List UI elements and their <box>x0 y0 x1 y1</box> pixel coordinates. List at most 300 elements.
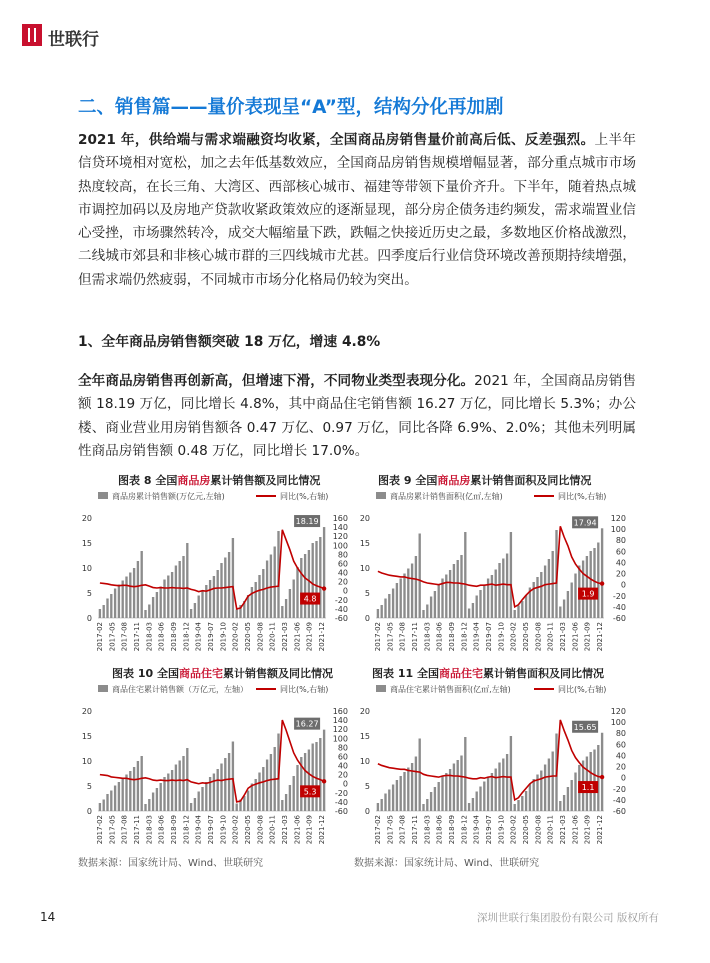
intro-lead: 2021 年，供给端与需求端融资均收紧，全国商品房销售量价前高后低、反差强烈。 <box>78 132 595 148</box>
bar <box>590 551 592 618</box>
bar <box>403 574 405 619</box>
bar <box>122 779 124 812</box>
x-tick-label: 2017-02 <box>96 815 104 845</box>
x-tick-label: 2020-11 <box>546 622 555 652</box>
right-tick-label: 100 <box>610 525 626 535</box>
bar <box>190 609 192 618</box>
bar <box>536 577 538 618</box>
bar <box>106 794 108 811</box>
right-tick-label: 40 <box>337 761 348 771</box>
bar <box>285 599 287 618</box>
x-tick-label: 2018-09 <box>170 815 178 845</box>
bar <box>148 605 150 619</box>
bar <box>498 563 500 618</box>
bar <box>171 770 173 811</box>
bar <box>315 742 317 811</box>
x-tick-label: 2019-04 <box>472 815 481 845</box>
bar <box>438 782 440 811</box>
bar <box>563 600 565 619</box>
bar <box>506 754 508 811</box>
chart-svg <box>354 488 646 658</box>
right-tick-label: -60 <box>334 614 348 623</box>
bar <box>308 550 310 618</box>
left-tick-label: 10 <box>359 564 370 573</box>
sales-body: 2021 年，全国商品房销售额 18.19 万亿，同比增长 4.8%，其中商品住宅销售额 16.27 万亿，同比增长 5.3%；办公楼、商业营业用房销售额各 0.47 万亿、0.97 万亿，同比各降 6.9%、2.0%；其他未列明属性商品房销售额 0.48 万亿，同比增长 17.0%。 <box>78 373 636 459</box>
chart-8-title: 图表 8 全国商品房累计销售额及同比情况 <box>118 474 321 487</box>
bar <box>540 771 542 812</box>
bar <box>148 799 150 811</box>
bar <box>205 782 207 811</box>
bar <box>419 534 421 619</box>
bar <box>300 558 302 618</box>
x-tick-label: 2018-03 <box>423 622 432 652</box>
right-tick-label: 60 <box>337 559 348 569</box>
x-tick-label: 2019-07 <box>207 622 215 652</box>
bar <box>567 591 569 618</box>
bar-annotation-label: 16.27 <box>295 719 319 729</box>
x-tick-label: 2021-06 <box>571 622 580 652</box>
bar <box>415 556 417 618</box>
bar <box>251 784 253 812</box>
bar <box>422 610 424 618</box>
bar <box>487 777 489 812</box>
bar <box>205 585 207 618</box>
x-tick-label: 2020-11 <box>546 815 555 845</box>
x-tick-label: 2020-05 <box>522 622 530 652</box>
x-tick-label: 2019-04 <box>194 622 203 652</box>
legend-line-label: 同比(%,右轴) <box>280 685 329 694</box>
x-tick-label: 2020-05 <box>244 622 252 652</box>
bar <box>479 787 481 812</box>
bar <box>228 552 230 618</box>
bar <box>441 777 443 812</box>
left-tick-label: 5 <box>364 589 370 598</box>
right-tick-label: 160 <box>332 707 348 716</box>
x-tick-label: 2019-10 <box>219 815 228 845</box>
bar <box>236 804 238 812</box>
x-tick-label: 2019-07 <box>485 815 493 845</box>
x-tick-label: 2021-12 <box>596 815 604 845</box>
x-tick-label: 2017-11 <box>411 622 419 652</box>
right-tick-label: 0 <box>620 580 626 590</box>
bar <box>559 607 561 619</box>
bar <box>517 800 519 811</box>
chart-9 <box>354 488 646 658</box>
x-tick-label: 2017-11 <box>133 815 141 845</box>
bar <box>453 564 455 618</box>
right-tick-label: -60 <box>612 807 626 816</box>
bar-annotation-label: 18.19 <box>295 517 319 527</box>
line-end-marker <box>600 775 604 779</box>
bar <box>293 776 295 811</box>
left-tick-label: 10 <box>359 757 370 766</box>
left-tick-label: 20 <box>81 707 92 716</box>
x-tick-label: 2018-12 <box>460 622 469 652</box>
x-tick-label: 2020-05 <box>522 815 530 845</box>
legend-bar-swatch <box>98 492 108 499</box>
legend-bar-label: 商品房累计销售额(万亿元,左轴) <box>112 492 225 501</box>
bar <box>540 572 542 618</box>
bar <box>217 570 219 618</box>
bar <box>498 763 500 812</box>
bar <box>110 791 112 812</box>
x-tick-label: 2019-04 <box>472 622 481 652</box>
bar <box>255 582 257 618</box>
x-tick-label: 2018-06 <box>435 622 444 652</box>
x-tick-label: 2018-12 <box>182 622 191 652</box>
bar <box>483 782 485 812</box>
bar <box>548 559 550 618</box>
right-tick-label: 120 <box>332 725 348 735</box>
bar <box>593 548 595 618</box>
bar <box>521 601 523 618</box>
right-tick-label: 20 <box>337 770 348 780</box>
subsection-title: 1、全年商品房销售额突破 18 万亿，增速 4.8% <box>78 334 381 350</box>
bar <box>430 597 432 619</box>
bar <box>476 596 478 619</box>
right-tick-label: -20 <box>334 595 348 605</box>
bar <box>377 609 379 618</box>
bar <box>103 605 105 618</box>
bar <box>438 585 440 618</box>
legend-line-label: 同比(%,右轴) <box>280 492 329 501</box>
bar <box>304 753 306 811</box>
bar <box>567 787 569 811</box>
x-tick-label: 2018-03 <box>145 622 154 652</box>
section-title: 二、销售篇——量价表现呈“A”型，结构分化再加剧 <box>78 97 504 118</box>
bar <box>179 761 181 812</box>
x-tick-label: 2018-09 <box>448 622 456 652</box>
x-tick-label: 2018-03 <box>423 815 432 845</box>
x-tick-label: 2017-02 <box>96 622 104 652</box>
right-tick-label: 100 <box>332 734 348 744</box>
bar <box>548 759 550 812</box>
bar <box>125 577 127 619</box>
bar <box>103 800 105 812</box>
sales-paragraph <box>78 370 636 463</box>
bar <box>491 773 493 811</box>
bar <box>460 756 462 812</box>
bar <box>426 605 428 619</box>
right-tick-label: -40 <box>612 602 626 612</box>
x-tick-label: 2018-06 <box>157 622 166 652</box>
bar <box>510 736 512 811</box>
bar <box>457 760 459 811</box>
left-tick-label: 15 <box>359 732 370 741</box>
bar <box>167 576 169 619</box>
right-tick-label: 160 <box>332 514 348 523</box>
chart-svg <box>354 681 646 851</box>
bar <box>296 567 298 618</box>
chart-11 <box>354 681 646 851</box>
right-tick-label: 0 <box>620 773 626 783</box>
x-tick-label: 2021-06 <box>571 815 580 845</box>
bar <box>426 799 428 811</box>
right-tick-label: 80 <box>337 550 348 560</box>
bar <box>491 575 493 618</box>
x-tick-label: 2017-08 <box>398 815 407 845</box>
bar <box>236 610 238 619</box>
x-tick-label: 2017-08 <box>120 622 129 652</box>
bar <box>445 773 447 811</box>
x-tick-label: 2018-12 <box>182 815 191 845</box>
x-tick-label: 2021-06 <box>293 622 302 652</box>
x-tick-label: 2021-09 <box>305 622 314 652</box>
bar <box>552 752 554 812</box>
bar <box>209 580 211 618</box>
right-tick-label: 0 <box>342 586 348 596</box>
legend-bar-label: 商品住宅累计销售额（万亿元，左轴） <box>112 685 248 694</box>
bar <box>517 606 519 619</box>
chart-svg <box>76 488 368 658</box>
bar <box>224 758 226 811</box>
bar <box>266 760 268 812</box>
intro-body: 上半年信贷环境相对宽松，加之去年低基数效应，全国商品房销售规模增幅显著，部分重点城市市场热度较高，在长三角、大湾区、西部核心城市、福建等带领下量价齐升。下半年，随着热点城市调控加码以及房地产贷款收紧政策效应的逐渐显现，部分房企债务违约频发，需求端置业信心受挫，市场骤然转冷，成交大幅缩量下跌，跌幅之快接近历史之最，多数地区价格战激烈，二线城市郊县和非核心城市群的三四线城市尤甚。四季度后行业信贷环境改善预期持续增强，但需求端仍然疲弱，不同城市市场分化格局仍较为突出。 <box>78 132 637 288</box>
bar <box>419 739 421 812</box>
bar <box>315 541 317 618</box>
bar <box>296 765 298 811</box>
chart-9-title: 图表 9 全国商品房累计销售面积及同比情况 <box>378 474 592 487</box>
left-tick-label: 10 <box>81 564 92 573</box>
right-tick-label: 0 <box>342 779 348 789</box>
bar <box>506 554 508 619</box>
bar <box>514 804 516 811</box>
x-tick-label: 2021-09 <box>583 815 592 845</box>
bar <box>137 761 139 811</box>
bar <box>392 785 394 812</box>
bar <box>118 585 120 619</box>
bar <box>220 764 222 812</box>
bar <box>396 583 398 618</box>
x-tick-label: 2021-09 <box>583 622 592 652</box>
line-end-marker <box>322 779 326 783</box>
right-tick-label: -20 <box>612 591 626 601</box>
right-tick-label: 120 <box>610 514 626 523</box>
bar <box>213 774 215 812</box>
x-tick-label: 2021-09 <box>305 815 314 845</box>
bar <box>502 559 504 619</box>
left-tick-label: 5 <box>86 589 92 598</box>
bar <box>213 576 215 618</box>
page-number: 14 <box>40 910 56 924</box>
x-tick-label: 2021-12 <box>318 622 326 652</box>
x-tick-label: 2018-09 <box>170 622 178 652</box>
bar <box>571 583 573 619</box>
bar <box>186 543 188 618</box>
bar <box>533 779 535 811</box>
x-tick-label: 2020-08 <box>256 622 265 652</box>
x-tick-label: 2019-07 <box>207 815 215 845</box>
bar <box>152 597 154 618</box>
bar <box>460 555 462 618</box>
left-tick-label: 15 <box>359 539 370 548</box>
bar <box>308 750 310 812</box>
right-tick-label: -20 <box>334 788 348 798</box>
left-tick-label: 0 <box>86 807 92 816</box>
bar <box>510 532 512 618</box>
bar <box>384 599 386 619</box>
company-name: 世联行 <box>48 30 99 50</box>
bar <box>323 527 325 618</box>
legend-line-label: 同比(%,右轴) <box>558 492 607 501</box>
bar <box>479 590 481 618</box>
bar <box>114 589 116 619</box>
bar <box>571 780 573 811</box>
bar <box>411 564 413 619</box>
x-tick-label: 2020-08 <box>256 815 265 845</box>
bar <box>243 796 245 811</box>
line-end-marker <box>322 586 326 590</box>
intro-paragraph <box>78 129 636 292</box>
bar <box>262 569 264 618</box>
x-tick-label: 2017-05 <box>386 815 395 845</box>
right-tick-label: 80 <box>615 729 626 739</box>
x-tick-label: 2017-08 <box>398 622 407 652</box>
x-tick-label: 2017-02 <box>374 622 382 652</box>
bar <box>156 592 158 618</box>
bar <box>258 575 260 618</box>
bar <box>403 772 405 811</box>
right-tick-label: -60 <box>612 614 626 623</box>
source-note-left: 数据来源：国家统计局、Wind、世联研究 <box>78 858 264 869</box>
x-tick-label: 2018-06 <box>435 815 444 845</box>
source-note-right: 数据来源：国家统计局、Wind、世联研究 <box>354 858 540 869</box>
x-tick-label: 2021-03 <box>281 622 289 652</box>
line-annotation-label: 4.8 <box>303 594 317 604</box>
line-annotation-label: 1.1 <box>581 783 595 793</box>
chart-svg <box>76 681 368 851</box>
bar <box>464 737 466 811</box>
left-tick-label: 5 <box>86 782 92 791</box>
bar <box>160 587 162 619</box>
bar <box>258 773 260 812</box>
bar <box>533 582 535 618</box>
bar <box>521 796 523 811</box>
bar <box>232 742 234 812</box>
bar <box>129 573 131 619</box>
bar <box>247 791 249 812</box>
bar <box>544 566 546 619</box>
x-tick-label: 2017-05 <box>386 622 395 652</box>
left-tick-label: 20 <box>359 707 370 716</box>
x-tick-label: 2019-10 <box>497 622 506 652</box>
bar <box>289 589 291 618</box>
bar <box>377 803 379 811</box>
bar <box>266 561 268 619</box>
bar <box>118 782 120 811</box>
x-tick-label: 2021-03 <box>281 815 289 845</box>
bar <box>156 788 158 811</box>
left-tick-label: 20 <box>81 514 92 523</box>
right-tick-label: -40 <box>334 797 348 807</box>
bar <box>285 794 287 811</box>
left-tick-label: 15 <box>81 732 92 741</box>
legend-bar-swatch <box>376 685 386 692</box>
bar <box>525 595 527 618</box>
bar <box>525 791 527 811</box>
x-tick-label: 2020-02 <box>509 815 518 845</box>
bar <box>597 745 599 811</box>
right-tick-label: 20 <box>615 762 626 772</box>
x-tick-label: 2020-11 <box>268 815 277 845</box>
bar <box>483 585 485 619</box>
x-tick-label: 2017-11 <box>133 622 141 652</box>
bar <box>251 587 253 618</box>
x-tick-label: 2019-10 <box>497 815 506 845</box>
bar <box>400 776 402 811</box>
bar <box>574 574 576 619</box>
right-tick-label: 140 <box>332 716 348 726</box>
bar <box>495 769 497 812</box>
bar <box>160 783 162 811</box>
left-tick-label: 0 <box>364 614 370 623</box>
bar <box>574 773 576 812</box>
bar <box>601 733 603 811</box>
bar <box>319 738 321 811</box>
x-tick-label: 2017-11 <box>411 815 419 845</box>
bar <box>502 759 504 812</box>
bar <box>144 610 146 618</box>
bar <box>167 774 169 812</box>
bar <box>217 769 219 811</box>
x-tick-label: 2019-07 <box>485 622 493 652</box>
x-tick-label: 2021-12 <box>318 815 326 845</box>
bar <box>99 609 101 618</box>
bar <box>422 804 424 811</box>
right-tick-label: 80 <box>615 536 626 546</box>
right-tick-label: 60 <box>615 740 626 750</box>
x-tick-label: 2020-08 <box>534 815 543 845</box>
bar <box>201 591 203 619</box>
bar <box>388 594 390 618</box>
bar <box>175 566 177 619</box>
left-tick-label: 0 <box>86 614 92 623</box>
right-tick-label: 140 <box>332 523 348 533</box>
right-tick-label: -40 <box>612 795 626 805</box>
bar <box>106 599 108 619</box>
bar <box>198 792 200 812</box>
bar <box>99 803 101 811</box>
chart-10-title: 图表 10 全国商品住宅累计销售额及同比情况 <box>112 667 333 680</box>
x-tick-label: 2021-12 <box>596 622 604 652</box>
bar <box>110 594 112 618</box>
x-tick-label: 2020-08 <box>534 622 543 652</box>
bar <box>232 538 234 618</box>
bar <box>381 605 383 618</box>
bar <box>453 764 455 812</box>
legend-bar-label: 商品房累计销售面积(亿㎡,左轴) <box>390 492 503 501</box>
bar <box>129 771 131 811</box>
bar <box>289 785 291 811</box>
x-tick-label: 2021-03 <box>559 622 567 652</box>
x-tick-label: 2017-08 <box>120 815 129 845</box>
bar <box>407 569 409 619</box>
right-tick-label: -20 <box>612 784 626 794</box>
bar <box>597 543 599 619</box>
right-tick-label: 120 <box>610 707 626 716</box>
footer-copyright: 深圳世联行集团股份有限公司 版权所有 <box>477 912 659 924</box>
right-tick-label: 40 <box>337 568 348 578</box>
bar <box>198 596 200 619</box>
legend-bar-swatch <box>376 492 386 499</box>
right-tick-label: -40 <box>334 604 348 614</box>
bar <box>228 753 230 811</box>
left-tick-label: 5 <box>364 782 370 791</box>
bar <box>559 801 561 811</box>
bar <box>274 547 276 619</box>
bar <box>182 756 184 811</box>
left-tick-label: 0 <box>364 807 370 816</box>
